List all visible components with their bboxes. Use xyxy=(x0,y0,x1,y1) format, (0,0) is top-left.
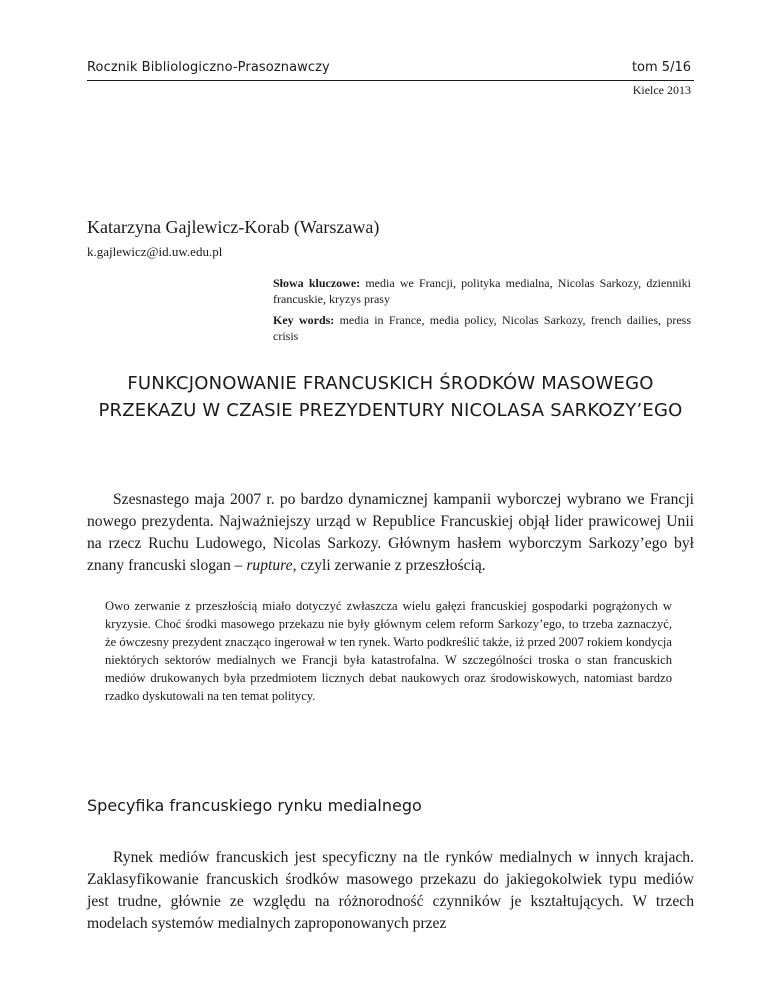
intro-text-end: , czyli zerwanie z przeszłością. xyxy=(292,557,486,574)
keywords-polish xyxy=(273,275,691,307)
keywords-polish-text: media we Francji, polityka medialna, Nicolas Sarkozy, dzienniki francuskie, kryzys prasy xyxy=(273,276,691,306)
keywords-english xyxy=(273,312,691,344)
volume-number: tom 5/16 xyxy=(631,60,691,75)
block-quote: Owo zerwanie z przeszłością miało dotyczyć zwłaszcza wielu gałęzi francuskiej gospodarki pogrążonych w kryzysie. Choć środki masowego przekazu nie były głównym celem reform Sarkozy’ego, to trzeba zaznaczyć, że ówczesny prezydent znacząco ingerował w ten rynek. Warto podkreślić także, iż przed 2007 rokiem kondycja niektórych sektorów medialnych we Francji była katastrofalna. W szczególności troska o stan francuskich mediów drukowanych była przedmiotem licznych debat naukowych oraz środowiskowych, natomiast bardzo rzadko dyskutowali na ten temat politycy. xyxy=(105,599,672,703)
author-email: k.gajlewicz@id.uw.edu.pl xyxy=(87,244,223,259)
keywords-polish-label: Słowa kluczowe: xyxy=(273,276,361,290)
place-year: Kielce 2013 xyxy=(632,83,691,97)
keywords-english-label: Key words: xyxy=(273,313,335,327)
journal-title: Rocznik Bibliologiczno-Prasoznawczy xyxy=(87,60,330,75)
author-name: Katarzyna Gajlewicz-Korab (Warszawa) xyxy=(87,217,380,237)
intro-text: Szesnastego maja 2007 r. po bardzo dynamicznej kampanii wyborczej wybrano we Francji nowego prezydenta. Najważniejszy urząd w Republice Francuskiej objął lider prawicowej Unii na rzecz Ruchu Ludowego, Nicolas Sarkozy. Głównym hasłem wyborczym Sarkozy’ego był znany francuski slogan – xyxy=(87,491,694,574)
article-title-line-1: FUNKCJONOWANIE FRANCUSKICH ŚRODKÓW MASOWEGO xyxy=(127,373,654,394)
article-title-line-2: PRZEKAZU W CZASIE PREZYDENTURY NICOLASA SARKOZY’EGO xyxy=(98,400,683,421)
intro-italic-term: rupture xyxy=(246,557,293,574)
section-heading: Specyfika francuskiego rynku medialnego xyxy=(87,796,422,815)
article-title xyxy=(87,370,694,424)
header-divider xyxy=(87,80,694,81)
body-paragraph: Rynek mediów francuskich jest specyficzny na tle rynków medialnych w innych krajach. Zaklasyfikowanie francuskich środków masowego przekazu do jakiegokolwiek typu mediów jest trudne, głównie ze względu na różnorodność czynników je kształtujących. W trzech modelach systemów medialnych zaproponowanych przez xyxy=(87,849,694,932)
keywords-english-text: media in France, media policy, Nicolas Sarkozy, french dailies, press crisis xyxy=(273,313,691,343)
intro-paragraph xyxy=(87,489,694,577)
